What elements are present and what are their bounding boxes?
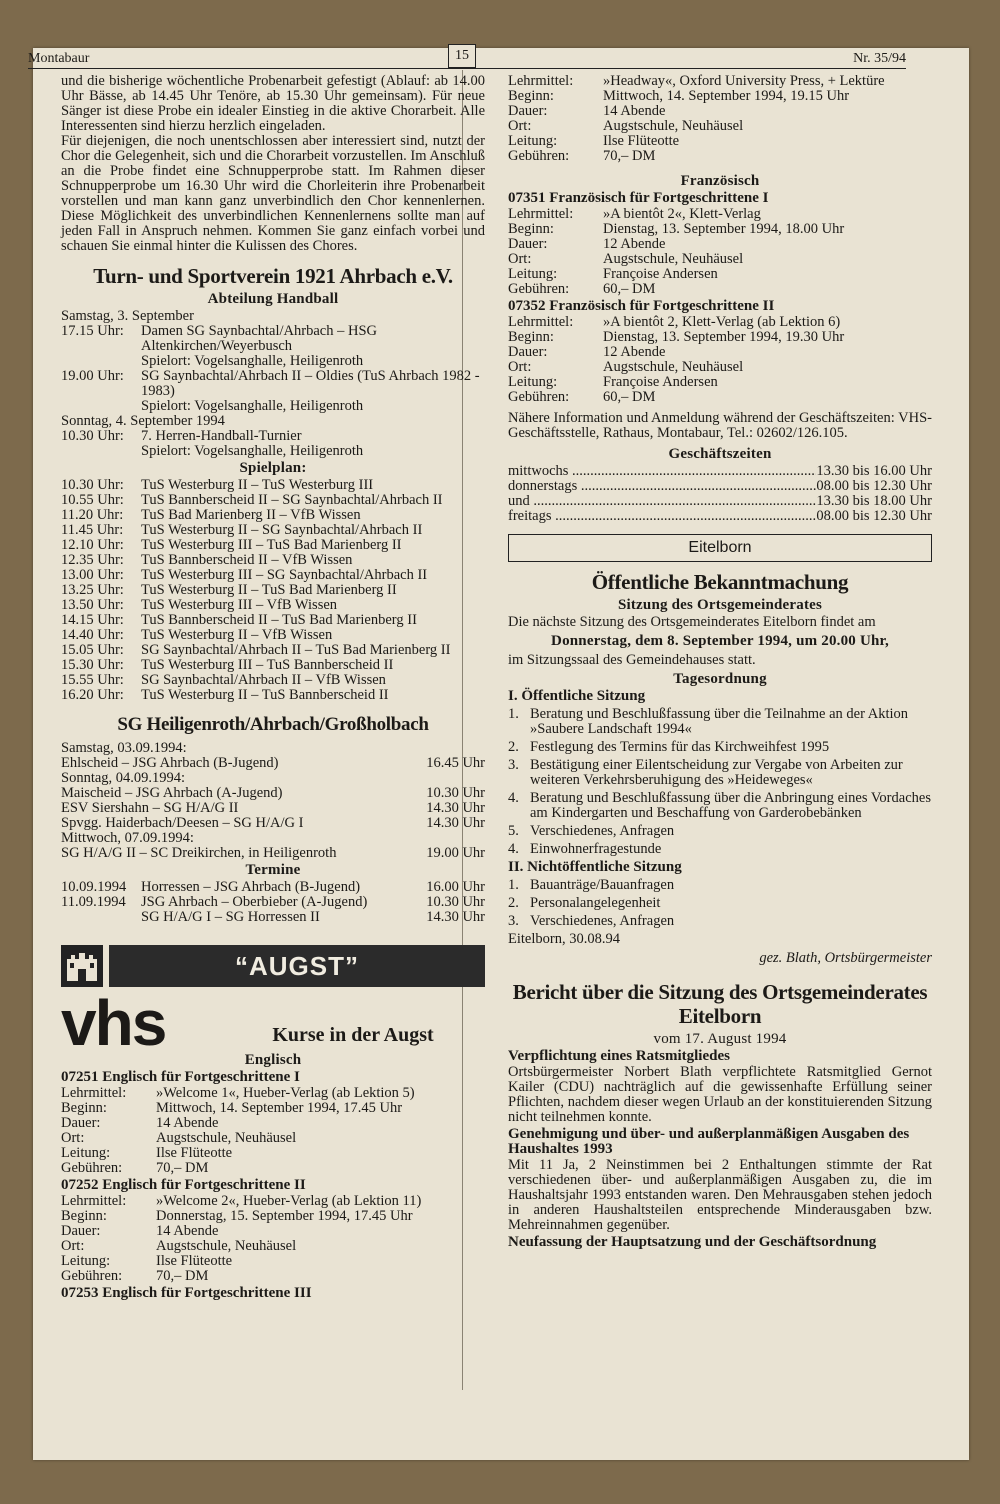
course-row — [508, 237, 932, 252]
franz-heading: Französisch — [680, 173, 760, 189]
sg-row — [61, 831, 485, 846]
course-value: 12 Abende — [603, 344, 666, 360]
termine-list — [61, 880, 485, 925]
course-label: Ort: — [508, 251, 532, 267]
course-value: Françoise Andersen — [603, 266, 718, 282]
vhs-info: Nähere Information und Anmeldung während der Geschäftszeiten: VHS-Geschäftsstelle, Rathaus, Montabaur, Tel.: 02602/126.105. — [508, 410, 932, 441]
sg-row — [61, 801, 485, 816]
sg-time: 19.00 Uhr — [426, 845, 485, 861]
page-number: 15 — [448, 44, 476, 68]
agenda-number: 4. — [508, 841, 519, 857]
announcement-subheading: Sitzung des Ortsgemeinderates — [617, 597, 823, 613]
spielplan-row — [61, 598, 485, 613]
course-row — [61, 1239, 485, 1254]
course-title: 07252 Englisch für Fortgeschrittene II — [61, 1177, 306, 1193]
course-row — [508, 149, 932, 164]
tus-line-text: Spielort: Vogelsanghalle, Heiligenroth — [141, 398, 364, 414]
announcement-date: Donnerstag, dem 8. September 1994, um 20.00 Uhr, — [551, 633, 889, 649]
vhs-courses-title: Kurse in der Augst — [272, 1024, 434, 1046]
course-value: 14 Abende — [603, 103, 666, 119]
agenda-item — [508, 878, 932, 893]
tus-line-time — [61, 354, 141, 369]
spielplan-time: 15.55 Uhr: — [61, 672, 124, 688]
hours-time: 13.30 bis 16.00 Uhr — [816, 463, 932, 479]
spielplan-match: TuS Westerburg III – VfB Wissen — [141, 597, 338, 613]
left-column — [61, 74, 485, 1302]
spielplan-time: 16.20 Uhr: — [61, 687, 124, 703]
spielplan-match: TuS Bannberscheid II – VfB Wissen — [141, 552, 353, 568]
header-rule — [28, 68, 906, 69]
termine-match: JSG Ahrbach – Oberbieber (A-Jugend) — [141, 894, 368, 910]
spielplan-list — [61, 478, 485, 703]
course-title: 07251 Englisch für Fortgeschrittene I — [61, 1069, 300, 1085]
sg-row — [61, 741, 485, 756]
spielplan-row — [61, 643, 485, 658]
spielplan-match: TuS Bannberscheid II – SG Saynbachtal/Ahrbach II — [141, 492, 443, 508]
course-label: Ort: — [61, 1238, 85, 1254]
tus-line-text: SG Saynbachtal/Ahrbach II – Oldies (TuS Ahrbach 1982 - 1983) — [141, 368, 480, 399]
tus-line — [61, 309, 485, 324]
course-label: Gebühren: — [508, 148, 570, 164]
course-value: 60,– DM — [603, 389, 656, 405]
agenda-number: 3. — [508, 913, 519, 929]
agenda-item — [508, 896, 932, 911]
tus-line-text: Damen SG Saynbachtal/Ahrbach – HSG Altenkirchen/Weyerbusch — [141, 323, 377, 354]
tus-line — [61, 354, 485, 369]
course-row — [508, 252, 932, 267]
tus-line-text: 7. Herren-Handball-Turnier — [141, 428, 302, 444]
course-value: Mittwoch, 14. September 1994, 19.15 Uhr — [603, 88, 850, 104]
hours-day: freitags ..... — [508, 509, 816, 524]
tus-line — [61, 324, 485, 354]
course-label: Dauer: — [61, 1223, 101, 1239]
course-value: 12 Abende — [603, 236, 666, 252]
course-row — [508, 375, 932, 390]
hours-day: donnerstags ..... — [508, 479, 816, 494]
course-label: Gebühren: — [508, 281, 570, 297]
sg-row — [61, 756, 485, 771]
course-row — [61, 1209, 485, 1224]
course-row — [508, 267, 932, 282]
agenda-item — [508, 707, 932, 737]
course-row — [61, 1146, 485, 1161]
course-row — [508, 390, 932, 405]
hours-day: und ..... — [508, 494, 816, 509]
agenda-item — [508, 758, 932, 788]
report-subhead-3: Neufassung der Hauptsatzung und der Geschäftsordnung — [508, 1234, 877, 1250]
agenda-text: Einwohnerfragestunde — [530, 841, 662, 857]
englisch-heading: Englisch — [244, 1052, 302, 1068]
course-label: Beginn: — [508, 329, 554, 345]
termine-match: SG H/A/G I – SG Horressen II — [141, 909, 320, 925]
spielplan-time: 10.30 Uhr: — [61, 477, 124, 493]
agenda-private-heading: II. Nichtöffentliche Sitzung — [508, 859, 682, 875]
spielplan-match: TuS Westerburg III – TuS Bannberscheid II — [141, 657, 394, 673]
spielplan-time: 10.55 Uhr: — [61, 492, 124, 508]
spielplan-match: TuS Westerburg II – TuS Westerburg III — [141, 477, 374, 493]
spielplan-row — [61, 538, 485, 553]
sg-time: 14.30 Uhr — [426, 800, 485, 816]
sg-match: Maischeid – JSG Ahrbach (A-Jugend) — [61, 785, 283, 801]
termine-heading: Termine — [245, 862, 301, 878]
hours-row — [508, 509, 932, 524]
vhs-logo: vhs — [61, 987, 166, 1059]
course-label: Leitung: — [61, 1253, 111, 1269]
tus-line-time — [61, 444, 141, 459]
course-value: 14 Abende — [156, 1223, 219, 1239]
sg-match: ESV Siershahn – SG H/A/G II — [61, 800, 239, 816]
course-label: Gebühren: — [61, 1160, 123, 1176]
course-row — [508, 74, 932, 89]
tus-heading: Turn- und Sportverein 1921 Ahrbach e.V. — [93, 264, 453, 288]
termine-row — [61, 895, 485, 910]
course-07253-details — [508, 74, 932, 164]
course-value: 70,– DM — [156, 1268, 209, 1284]
course-label: Dauer: — [508, 344, 548, 360]
course-row — [508, 345, 932, 360]
tus-line-time — [61, 399, 141, 414]
spielplan-time: 11.20 Uhr: — [61, 507, 124, 523]
spielplan-row — [61, 688, 485, 703]
agenda-text: Festlegung des Termins für das Kirchweihfest 1995 — [530, 739, 830, 755]
course-value: 70,– DM — [156, 1160, 209, 1176]
hours-time: 08.00 bis 12.30 Uhr — [816, 508, 932, 524]
course-07253-title: 07253 Englisch für Fortgeschrittene III — [61, 1285, 312, 1301]
spielplan-match: SG Saynbachtal/Ahrbach II – TuS Bad Marienberg II — [141, 642, 451, 658]
tus-line-time: 19.00 Uhr: — [61, 368, 124, 384]
course-label: Dauer: — [508, 236, 548, 252]
announcement-text-2: im Sitzungssaal des Gemeindehauses statt. — [508, 652, 756, 668]
course-row — [508, 360, 932, 375]
sg-row — [61, 816, 485, 831]
sg-heading: SG Heiligenroth/Ahrbach/Großholbach — [117, 714, 429, 735]
spielplan-row — [61, 568, 485, 583]
course-row — [61, 1101, 485, 1116]
spielplan-row — [61, 613, 485, 628]
course-row — [61, 1194, 485, 1209]
course-value: »A bientôt 2«, Klett-Verlag — [603, 206, 761, 222]
spielplan-row — [61, 493, 485, 508]
tus-line — [61, 414, 485, 429]
tus-line — [61, 399, 485, 414]
course-row — [61, 1086, 485, 1101]
agenda-public-list — [508, 707, 932, 857]
course-row — [61, 1224, 485, 1239]
spielplan-match: TuS Westerburg II – TuS Bad Marienberg II — [141, 582, 397, 598]
termine-date: 11.09.1994 — [61, 894, 126, 910]
course-label: Lehrmittel: — [508, 206, 574, 222]
spielplan-row — [61, 478, 485, 493]
english-courses — [61, 1070, 485, 1284]
hours-row — [508, 464, 932, 479]
signature: gez. Blath, Ortsbürgermeister — [759, 950, 932, 966]
spielplan-time: 12.10 Uhr: — [61, 537, 124, 553]
course-row — [61, 1254, 485, 1269]
tus-subheading: Abteilung Handball — [207, 291, 339, 307]
course-row — [508, 315, 932, 330]
tus-line-text: Spielort: Vogelsanghalle, Heiligenroth — [141, 353, 364, 369]
report-paragraph-1: Ortsbürgermeister Norbert Blath verpflichtete Ratsmitglied Gernot Kailer (CDU) nachträglich auf die gewissenhafte Erfüllung seiner Pflichten, nachdem dieser wegen Urlaub an der konstituierenden Sitzung nicht teilnehmen konnte. — [508, 1064, 932, 1125]
course-value: 70,– DM — [603, 148, 656, 164]
report-subhead-1: Verpflichtung eines Ratsmitgliedes — [508, 1048, 730, 1064]
course-row — [508, 104, 932, 119]
course-label: Beginn: — [508, 88, 554, 104]
course-row — [508, 207, 932, 222]
course-label: Lehrmittel: — [508, 73, 574, 89]
course-row — [61, 1131, 485, 1146]
spielplan-match: TuS Bad Marienberg II – VfB Wissen — [141, 507, 361, 523]
course-value: Ilse Flüteotte — [156, 1253, 233, 1269]
business-hours-heading: Geschäftszeiten — [668, 446, 772, 462]
agenda-text: Bauanträge/Bauanfragen — [530, 877, 675, 893]
course-title: 07351 Französisch für Fortgeschrittene I — [508, 190, 769, 206]
course-label: Beginn: — [508, 221, 554, 237]
course-label: Beginn: — [61, 1100, 107, 1116]
augst-banner-title: “AUGST” — [109, 945, 485, 987]
spielplan-heading: Spielplan: — [239, 460, 307, 476]
course-value: Augstschule, Neuhäusel — [156, 1130, 297, 1146]
course-row — [508, 134, 932, 149]
report-date: vom 17. August 1994 — [653, 1031, 787, 1047]
course-value: Augstschule, Neuhäusel — [156, 1238, 297, 1254]
agenda-heading: Tagesordnung — [673, 671, 767, 687]
hours-row — [508, 479, 932, 494]
spielplan-time: 13.00 Uhr: — [61, 567, 124, 583]
tus-line — [61, 429, 485, 444]
spielplan-row — [61, 583, 485, 598]
agenda-number: 1. — [508, 706, 519, 722]
issue-number: Nr. 35/94 — [853, 51, 906, 66]
course-value: Augstschule, Neuhäusel — [603, 251, 744, 267]
course-label: Ort: — [61, 1130, 85, 1146]
sg-time: 10.30 Uhr — [426, 785, 485, 801]
course-value: Augstschule, Neuhäusel — [603, 359, 744, 375]
course-label: Gebühren: — [61, 1268, 123, 1284]
tus-line-time: 10.30 Uhr: — [61, 428, 124, 444]
tus-schedule — [61, 309, 485, 459]
course-label: Leitung: — [508, 133, 558, 149]
sg-match: Sonntag, 04.09.1994: — [61, 770, 186, 786]
course-label: Dauer: — [508, 103, 548, 119]
spielplan-time: 13.25 Uhr: — [61, 582, 124, 598]
report-paragraph-2: Mit 11 Ja, 2 Neinstimmen bei 2 Enthaltungen stimmte der Rat verschiedenen über- und außerplanmäßigen Ausgaben zu, die im Haushaltsjahr 1993 entstanden waren. Den Mehrausgaben stehen jedoch in anderen Haushaltsteilen entsprechende Minderausgaben bzw. Mehreinnahmen gegenüber. — [508, 1157, 932, 1233]
tus-line — [61, 444, 485, 459]
course-value: 60,– DM — [603, 281, 656, 297]
announcement-heading: Öffentliche Bekanntmachung — [591, 570, 849, 594]
course-value: Ilse Flüteotte — [156, 1145, 233, 1161]
agenda-number: 2. — [508, 895, 519, 911]
course-label: Lehrmittel: — [508, 314, 574, 330]
choir-paragraph-2: Für diejenigen, die noch unentschlossen aber interessiert sind, nutzt der Chor die Gelegenheit, sich und die Chorarbeit vorzustellen. Im Anschluß an die Probe findet eine Schnupperprobe statt. Im Rahmen dieser Schnupperprobe um 16.30 Uhr wird die Chorleiterin ihre Probenarbeit vorstellen und man kann ganz unverbindlich den Chor kennenlernen. Diese Möglichkeit des unverbindlichen Kennenlernens sollte man auf jeden Fall in Anspruch nehmen. Kommen Sie ganz einfach vorbei und schauen Sie einmal hinter die Kulissen des Chores. — [61, 133, 485, 254]
agenda-number: 2. — [508, 739, 519, 755]
termine-time: 10.30 Uhr — [426, 894, 485, 910]
spielplan-row — [61, 508, 485, 523]
spielplan-time: 14.15 Uhr: — [61, 612, 124, 628]
course-value: »A bientôt 2, Klett-Verlag (ab Lektion 6) — [603, 314, 841, 330]
termine-time: 14.30 Uhr — [426, 909, 485, 925]
report-heading: Bericht über die Sitzung des Ortsgemeinderates Eitelborn — [512, 980, 928, 1028]
course-row — [508, 330, 932, 345]
augst-banner — [61, 945, 485, 987]
course-label: Ort: — [508, 359, 532, 375]
course-title: 07352 Französisch für Fortgeschrittene II — [508, 298, 775, 314]
agenda-item — [508, 791, 932, 821]
agenda-text: Beratung und Beschlußfassung über die Teilnahme an der Aktion »Saubere Landschaft 1994« — [530, 706, 909, 737]
vhs-header — [61, 987, 485, 1059]
agenda-private-list — [508, 878, 932, 929]
header-town: Montabaur — [28, 51, 90, 66]
spielplan-match: TuS Westerburg II – TuS Bannberscheid II — [141, 687, 389, 703]
course-label: Ort: — [508, 118, 532, 134]
tus-line-time: 17.15 Uhr: — [61, 323, 124, 339]
agenda-text: Bestätigung einer Eilentscheidung zur Vergabe von Arbeiten zur weiteren Verkehrsberuhigung des »Heideweges« — [530, 757, 903, 788]
sg-time: 14.30 Uhr — [426, 815, 485, 831]
tus-line-text: Spielort: Vogelsanghalle, Heiligenroth — [141, 443, 364, 459]
course-row — [508, 222, 932, 237]
place-date: Eitelborn, 30.08.94 — [508, 931, 620, 947]
agenda-number: 5. — [508, 823, 519, 839]
course-row — [508, 119, 932, 134]
castle-logo-icon — [61, 945, 103, 987]
spielplan-match: TuS Westerburg III – TuS Bad Marienberg II — [141, 537, 402, 553]
spielplan-time: 15.30 Uhr: — [61, 657, 124, 673]
termine-date — [61, 910, 141, 925]
course-value: »Welcome 1«, Hueber-Verlag (ab Lektion 5) — [156, 1085, 415, 1101]
spielplan-row — [61, 658, 485, 673]
course-row — [61, 1161, 485, 1176]
spielplan-row — [61, 523, 485, 538]
course-row — [61, 1269, 485, 1284]
right-column — [508, 74, 932, 1251]
agenda-item — [508, 914, 932, 929]
agenda-text: Verschiedenes, Anfragen — [530, 913, 675, 929]
course-label: Beginn: — [61, 1208, 107, 1224]
agenda-item — [508, 740, 932, 755]
agenda-text: Personalangelegenheit — [530, 895, 661, 911]
course-value: »Headway«, Oxford University Press, + Lektüre — [603, 73, 885, 89]
agenda-number: 4. — [508, 790, 519, 806]
course-value: Donnerstag, 15. September 1994, 17.45 Uhr — [156, 1208, 413, 1224]
agenda-public-heading: I. Öffentliche Sitzung — [508, 688, 646, 704]
course-label: Lehrmittel: — [61, 1193, 127, 1209]
sg-match: Mittwoch, 07.09.1994: — [61, 830, 194, 846]
termine-row — [61, 880, 485, 895]
hours-time: 13.30 bis 18.00 Uhr — [816, 493, 932, 509]
course-row — [508, 282, 932, 297]
termine-match: Horressen – JSG Ahrbach (B-Jugend) — [141, 879, 361, 895]
report-subhead-2: Genehmigung und über- und außerplanmäßigen Ausgaben des Haushaltes 1993 — [508, 1126, 910, 1157]
termine-row — [61, 910, 485, 925]
choir-paragraph-1: und die bisherige wöchentliche Probenarbeit gefestigt (Ablauf: ab 14.00 Uhr Bässe, ab 14.45 Uhr Tenöre, ab 15.30 Uhr gemeinsam). Für neue Sänger ist diese Probe ein idealer Einstieg in die aktive Chorarbeit. Alle Interessenten sind hierzu herzlich eingeladen. — [61, 73, 485, 134]
course-value: Dienstag, 13. September 1994, 18.00 Uhr — [603, 221, 845, 237]
spielplan-time: 14.40 Uhr: — [61, 627, 124, 643]
agenda-text: Beratung und Beschlußfassung über die Anbringung eines Vordaches am Kindergarten und Beschaffung von Garderobebänken — [530, 790, 931, 821]
course-value: 14 Abende — [156, 1115, 219, 1131]
course-row — [61, 1116, 485, 1131]
sg-row — [61, 786, 485, 801]
spielplan-match: TuS Bannberscheid II – TuS Bad Marienberg II — [141, 612, 417, 628]
spielplan-row — [61, 628, 485, 643]
hours-row — [508, 494, 932, 509]
course-value: Augstschule, Neuhäusel — [603, 118, 744, 134]
spielplan-match: TuS Westerburg II – VfB Wissen — [141, 627, 333, 643]
spielplan-time: 12.35 Uhr: — [61, 552, 124, 568]
sg-match: Ehlscheid – JSG Ahrbach (B-Jugend) — [61, 755, 279, 771]
agenda-number: 1. — [508, 877, 519, 893]
spielplan-time: 11.45 Uhr: — [61, 522, 124, 538]
agenda-number: 3. — [508, 757, 519, 773]
hours-day: mittwochs ..... — [508, 464, 816, 479]
agenda-text: Verschiedenes, Anfragen — [530, 823, 675, 839]
spielplan-match: TuS Westerburg III – SG Saynbachtal/Ahrbach II — [141, 567, 428, 583]
spielplan-row — [61, 553, 485, 568]
sg-match: Samstag, 03.09.1994: — [61, 740, 187, 756]
sg-schedule — [61, 741, 485, 861]
spielplan-time: 15.05 Uhr: — [61, 642, 124, 658]
sg-time: 16.45 Uhr — [426, 755, 485, 771]
termine-date: 10.09.1994 — [61, 879, 127, 895]
agenda-item — [508, 842, 932, 857]
course-label: Dauer: — [61, 1115, 101, 1131]
course-value: Françoise Andersen — [603, 374, 718, 390]
course-row — [508, 89, 932, 104]
sg-row — [61, 771, 485, 786]
announcement-text-1: Die nächste Sitzung des Ortsgemeinderates Eitelborn findet am — [508, 614, 876, 630]
course-label: Lehrmittel: — [61, 1085, 127, 1101]
course-value: »Welcome 2«, Hueber-Verlag (ab Lektion 11) — [156, 1193, 422, 1209]
eitelborn-section-box: Eitelborn — [508, 534, 932, 562]
agenda-item — [508, 824, 932, 839]
sg-match: Spvgg. Haiderbach/Deesen – SG H/A/G I — [61, 815, 304, 831]
sg-match: SG H/A/G II – SC Dreikirchen, in Heiligenroth — [61, 845, 337, 861]
course-label: Leitung: — [508, 374, 558, 390]
course-label: Leitung: — [61, 1145, 111, 1161]
french-courses — [508, 191, 932, 405]
page-header — [28, 48, 906, 70]
course-label: Gebühren: — [508, 389, 570, 405]
tus-line-date: Samstag, 3. September — [61, 308, 194, 324]
course-value: Ilse Flüteotte — [603, 133, 680, 149]
spielplan-time: 13.50 Uhr: — [61, 597, 124, 613]
tus-line — [61, 369, 485, 399]
hours-time: 08.00 bis 12.30 Uhr — [816, 478, 932, 494]
business-hours — [508, 464, 932, 524]
course-value: Dienstag, 13. September 1994, 19.30 Uhr — [603, 329, 845, 345]
course-label: Leitung: — [508, 266, 558, 282]
sg-row — [61, 846, 485, 861]
spielplan-match: SG Saynbachtal/Ahrbach II – VfB Wissen — [141, 672, 386, 688]
spielplan-match: TuS Westerburg II – SG Saynbachtal/Ahrbach II — [141, 522, 423, 538]
course-value: Mittwoch, 14. September 1994, 17.45 Uhr — [156, 1100, 403, 1116]
tus-line-date: Sonntag, 4. September 1994 — [61, 413, 225, 429]
termine-time: 16.00 Uhr — [426, 879, 485, 895]
spielplan-row — [61, 673, 485, 688]
